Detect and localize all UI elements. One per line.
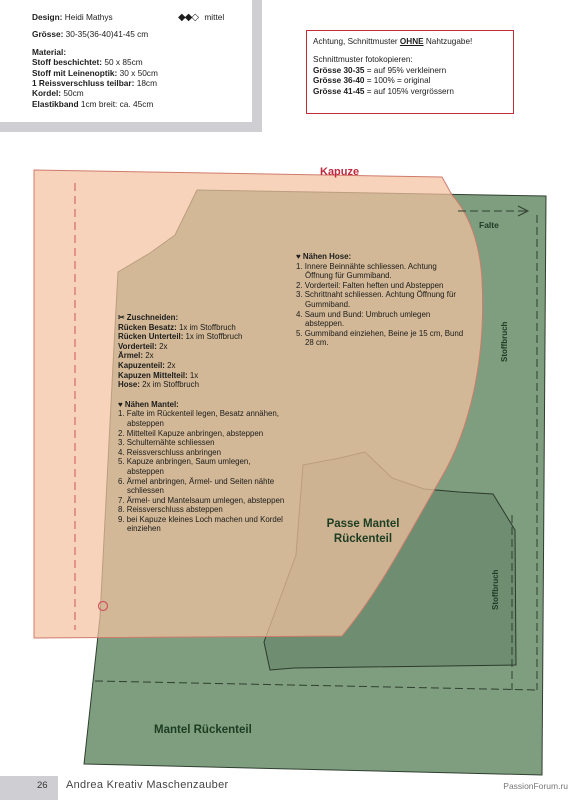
difficulty-label: mittel — [204, 12, 225, 22]
list-item: 1. Innere Beinnähte schliessen. Achtung Öffnung für Gummiband. — [296, 261, 437, 281]
cutting-heading: ✂ Zuschneiden: — [118, 313, 179, 322]
falte-label: Falte — [479, 220, 499, 230]
footer-bar — [0, 776, 58, 800]
list-item: 5. Kapuze anbringen, Saum umlegen, absteppen — [118, 457, 251, 476]
list-item: 2. Vorderteil: Falten heften und Absteppen — [296, 280, 444, 290]
list-item: Ärmel: 2x — [118, 351, 154, 361]
material-row: Stoff mit Leinenoptik: 30 x 50cm — [32, 67, 158, 78]
info-text — [32, 12, 260, 109]
hose-heading: ♥ Nähen Hose: — [296, 252, 352, 261]
size-row: Grösse 30-35 = auf 95% verkleinern — [313, 65, 447, 75]
list-item: 2. Mittelteil Kapuze anbringen, absteppen — [118, 428, 264, 438]
material-label: Material: — [32, 46, 67, 57]
list-item: 4. Reissverschluss anbringen — [118, 447, 222, 457]
groesse-label: Grösse: — [32, 29, 64, 40]
material-row: Elastikband 1cm breit: ca. 45cm — [32, 98, 154, 109]
info-box — [0, 0, 262, 132]
size-row: Grösse 41-45 = auf 105% vergrössern — [313, 86, 454, 96]
list-item: Kapuzenteil: 2x — [118, 360, 176, 370]
groesse-value: 30-35(36-40)41-45 cm — [65, 29, 149, 40]
material-row: 1 Reissverschluss teilbar: 18cm — [32, 78, 157, 89]
mantel-heading: ♥ Nähen Mantel: — [118, 399, 179, 409]
copy-instruction: Schnittmuster fotokopieren: — [313, 55, 413, 65]
notice-box: Achtung, Schnittmuster OHNE Nahtzugabe! Schnittmuster fotokopieren: Grösse 30-35 = auf 95% verkleinern Grösse 36-40 = 100% = original Grösse 41-45 = auf 105% vergrössern — [306, 30, 514, 114]
stoffbruch-label-1: Stoffbruch — [500, 321, 509, 362]
list-item: 3. Schrittnaht schliessen. Achtung Öffnung für Gummiband. — [296, 290, 456, 309]
list-item: Vorderteil: 2x — [118, 341, 168, 351]
list-item: 8. Reissverschluss absteppen — [118, 505, 223, 515]
material-row: Stoff beschichtet: 50 x 85cm — [32, 57, 143, 68]
mantel-label: Mantel Rückenteil — [154, 724, 252, 736]
list-item: 1. Falte im Rückenteil legen, Besatz annähen, absteppen — [118, 409, 279, 428]
footer — [0, 776, 576, 800]
watermark: PassionForum.ru — [503, 781, 568, 791]
list-item: Rücken Unterteil: 1x im Stoffbruch — [118, 332, 243, 342]
size-row: Grösse 36-40 = 100% = original — [313, 76, 431, 86]
list-item: 6. Ärmel anbringen, Ärmel- und Seiten nähte schliessen — [118, 476, 275, 496]
list-item: Rücken Besatz: 1x im Stoffbruch — [118, 322, 236, 332]
stoffbruch-label-2: Stoffbruch — [491, 569, 500, 610]
hose-instructions — [296, 252, 466, 348]
list-item: Kapuzen Mittelteil: 1x — [118, 370, 199, 380]
design-label: Design: — [32, 12, 63, 22]
passe-label: Passe Mantel Rückenteil — [326, 518, 400, 545]
list-item: 5. Gummiband einziehen, Beine je 15 cm, Bund 28 cm. — [296, 328, 464, 348]
page-number: 26 — [37, 780, 48, 791]
cutting-instructions — [118, 313, 288, 534]
difficulty — [178, 12, 224, 23]
difficulty-diamonds-icon: ◆◆◇ — [178, 12, 199, 23]
list-item: 4. Saum und Bund: Umbruch umlegen absteppen. — [296, 309, 431, 329]
ohne-emphasis: OHNE — [399, 37, 424, 46]
list-item: 3. Schulternähte schliessen — [118, 438, 215, 448]
material-row: Kordel: 50cm — [32, 88, 84, 99]
kapuze-label: Kapuze — [320, 166, 360, 178]
list-item: 7. Ärmel- und Mantelsaum umlegen, absteppen — [118, 495, 285, 505]
design-value: Heidi Mathys — [64, 12, 113, 22]
list-item: 9. bei Kapuze kleines Loch machen und Kordel einziehen — [118, 514, 283, 534]
list-item: Hose: 2x im Stoffbruch — [118, 380, 199, 390]
footer-title: Andrea Kreativ Maschenzauber — [66, 779, 229, 791]
